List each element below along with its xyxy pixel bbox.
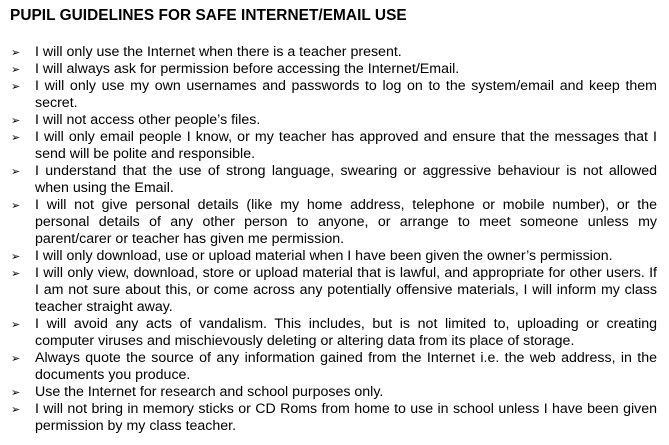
arrow-bullet-icon: ➢ bbox=[11, 318, 21, 331]
guideline-item bbox=[10, 350, 657, 384]
guideline-item bbox=[10, 78, 657, 112]
guideline-text: Use the Internet for research and school purposes only. bbox=[35, 384, 384, 400]
guideline-item bbox=[10, 384, 657, 401]
guideline-text: I will only use my own usernames and passwords to log on to the system/email and keep them secret. bbox=[35, 78, 657, 111]
arrow-bullet-icon: ➢ bbox=[11, 199, 21, 212]
guideline-item bbox=[10, 44, 657, 61]
guideline-item bbox=[10, 197, 657, 248]
guideline-text: I will not bring in memory sticks or CD Roms from home to use in school unless I have been given permission by my class teacher. bbox=[35, 401, 657, 434]
guideline-item bbox=[10, 316, 657, 350]
arrow-bullet-icon: ➢ bbox=[11, 352, 21, 365]
arrow-bullet-icon: ➢ bbox=[11, 46, 21, 59]
guideline-text: I will not give personal details (like my home address, telephone or mobile number), or the personal details of any other person to anyone, or arrange to meet someone unless my parent/carer or teacher has given me permission. bbox=[35, 197, 657, 247]
arrow-bullet-icon: ➢ bbox=[11, 386, 21, 399]
guideline-text: I will only download, use or upload material when I have been given the owner’s permission. bbox=[35, 248, 613, 264]
guideline-text: Always quote the source of any information gained from the Internet i.e. the web address, in the documents you produce. bbox=[35, 350, 657, 383]
guideline-item bbox=[10, 163, 657, 197]
guideline-item bbox=[10, 129, 657, 163]
guideline-item bbox=[10, 265, 657, 316]
arrow-bullet-icon: ➢ bbox=[11, 114, 21, 127]
arrow-bullet-icon: ➢ bbox=[11, 131, 21, 144]
guideline-text: I will not access other people’s files. bbox=[35, 112, 261, 128]
arrow-bullet-icon: ➢ bbox=[11, 250, 21, 263]
arrow-bullet-icon: ➢ bbox=[11, 80, 21, 93]
arrow-bullet-icon: ➢ bbox=[11, 165, 21, 178]
guideline-text: I will only use the Internet when there is a teacher present. bbox=[35, 44, 402, 60]
guideline-text: I will avoid any acts of vandalism. This includes, but is not limited to, uploading or creating computer viruses and mischievously deleting or altering data from its place of storage. bbox=[35, 316, 657, 349]
guideline-item bbox=[10, 401, 657, 435]
guideline-text: I will only view, download, store or upload material that is lawful, and appropriate for other users. If I am not sure about this, or come across any potentially offensive materials, I will inform my class teacher straight away. bbox=[35, 265, 657, 315]
guideline-text: I will always ask for permission before accessing the Internet/Email. bbox=[35, 61, 460, 77]
document-title: PUPIL GUIDELINES FOR SAFE INTERNET/EMAIL USE bbox=[10, 7, 407, 24]
arrow-bullet-icon: ➢ bbox=[11, 63, 21, 76]
guideline-text: I understand that the use of strong language, swearing or aggressive behaviour is not allowed when using the Email. bbox=[35, 163, 657, 196]
guideline-item bbox=[10, 248, 657, 265]
guideline-item bbox=[10, 61, 657, 78]
guideline-text: I will only email people I know, or my teacher has approved and ensure that the messages that I send will be polite and responsible. bbox=[35, 129, 657, 162]
guideline-item bbox=[10, 112, 657, 129]
arrow-bullet-icon: ➢ bbox=[11, 267, 21, 280]
arrow-bullet-icon: ➢ bbox=[11, 403, 21, 416]
guidelines-list bbox=[10, 44, 657, 435]
